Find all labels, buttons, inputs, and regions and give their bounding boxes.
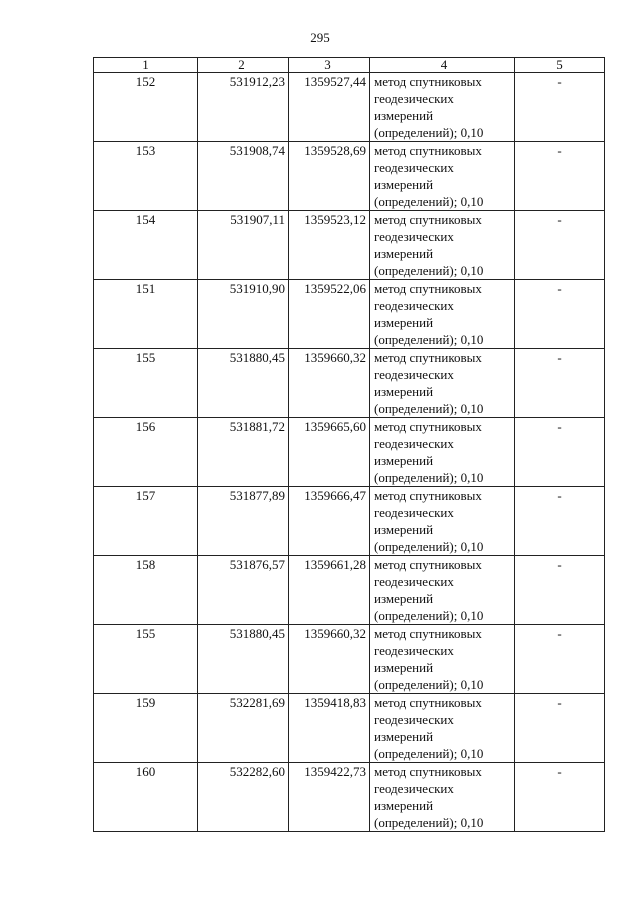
method-line: геодезических [374,298,454,313]
method-line: геодезических [374,367,454,382]
table-row [94,211,605,280]
table-row [94,556,605,625]
description-cell: - [515,694,605,763]
x-coordinate-cell: 531876,57 [198,556,289,625]
method-line: измерений [374,591,434,606]
method-line: геодезических [374,781,454,796]
method-line: (определений); 0,10 [374,539,484,554]
point-number-cell: 151 [94,280,198,349]
description-cell: - [515,418,605,487]
table-header-row [94,58,605,73]
method-line: (определений); 0,10 [374,677,484,692]
x-coordinate-cell: 531880,45 [198,625,289,694]
method-line: метод спутниковых [374,350,482,365]
method-line: метод спутниковых [374,764,482,779]
method-line: (определений); 0,10 [374,401,484,416]
method-line: измерений [374,315,434,330]
point-number-cell: 155 [94,625,198,694]
y-coordinate-cell: 1359660,32 [289,349,370,418]
method-line: (определений); 0,10 [374,608,484,623]
method-line: геодезических [374,505,454,520]
table-row [94,694,605,763]
table-row [94,418,605,487]
method-line: метод спутниковых [374,626,482,641]
table-row [94,349,605,418]
method-line: геодезических [374,229,454,244]
method-line: (определений); 0,10 [374,746,484,761]
method-line: измерений [374,798,434,813]
table-row [94,73,605,142]
column-header-1: 1 [94,58,198,73]
method-line: (определений); 0,10 [374,194,484,209]
method-line: измерений [374,108,434,123]
column-header-2: 2 [198,58,289,73]
y-coordinate-cell: 1359661,28 [289,556,370,625]
table-row [94,142,605,211]
method-line: (определений); 0,10 [374,125,484,140]
method-line: измерений [374,729,434,744]
method-cell [370,763,515,832]
y-coordinate-cell: 1359660,32 [289,625,370,694]
page-number: 295 [310,30,330,45]
y-coordinate-cell: 1359523,12 [289,211,370,280]
method-line: метод спутниковых [374,557,482,572]
method-cell [370,142,515,211]
description-cell: - [515,556,605,625]
method-line: (определений); 0,10 [374,470,484,485]
point-number-cell: 158 [94,556,198,625]
point-number-cell: 155 [94,349,198,418]
method-line: геодезических [374,91,454,106]
method-line: метод спутниковых [374,488,482,503]
x-coordinate-cell: 531907,11 [198,211,289,280]
x-coordinate-cell: 531908,74 [198,142,289,211]
method-line: (определений); 0,10 [374,263,484,278]
description-cell: - [515,625,605,694]
y-coordinate-cell: 1359422,73 [289,763,370,832]
method-line: метод спутниковых [374,695,482,710]
method-cell [370,694,515,763]
table-body [94,73,605,832]
y-coordinate-cell: 1359666,47 [289,487,370,556]
method-cell [370,280,515,349]
y-coordinate-cell: 1359527,44 [289,73,370,142]
point-number-cell: 154 [94,211,198,280]
table-row [94,763,605,832]
column-header-4: 4 [370,58,515,73]
column-header-3: 3 [289,58,370,73]
method-line: геодезических [374,712,454,727]
x-coordinate-cell: 531880,45 [198,349,289,418]
x-coordinate-cell: 531881,72 [198,418,289,487]
point-number-cell: 152 [94,73,198,142]
y-coordinate-cell: 1359528,69 [289,142,370,211]
method-cell [370,556,515,625]
method-line: метод спутниковых [374,143,482,158]
method-line: метод спутниковых [374,419,482,434]
x-coordinate-cell: 531912,23 [198,73,289,142]
method-line: геодезических [374,643,454,658]
method-line: измерений [374,522,434,537]
description-cell: - [515,280,605,349]
method-cell [370,625,515,694]
method-line: метод спутниковых [374,212,482,227]
method-line: метод спутниковых [374,74,482,89]
description-cell: - [515,487,605,556]
coordinates-table [93,57,605,832]
method-cell [370,487,515,556]
x-coordinate-cell: 532282,60 [198,763,289,832]
method-line: геодезических [374,436,454,451]
method-line: измерений [374,660,434,675]
point-number-cell: 153 [94,142,198,211]
y-coordinate-cell: 1359522,06 [289,280,370,349]
description-cell: - [515,73,605,142]
table-row [94,487,605,556]
description-cell: - [515,763,605,832]
y-coordinate-cell: 1359665,60 [289,418,370,487]
point-number-cell: 156 [94,418,198,487]
x-coordinate-cell: 532281,69 [198,694,289,763]
x-coordinate-cell: 531877,89 [198,487,289,556]
method-line: измерений [374,246,434,261]
table-row [94,625,605,694]
point-number-cell: 159 [94,694,198,763]
column-header-5: 5 [515,58,605,73]
y-coordinate-cell: 1359418,83 [289,694,370,763]
point-number-cell: 160 [94,763,198,832]
description-cell: - [515,349,605,418]
method-line: (определений); 0,10 [374,332,484,347]
method-line: геодезических [374,574,454,589]
point-number-cell: 157 [94,487,198,556]
method-line: измерений [374,177,434,192]
method-cell [370,349,515,418]
method-line: геодезических [374,160,454,175]
method-cell [370,211,515,280]
description-cell: - [515,211,605,280]
method-line: метод спутниковых [374,281,482,296]
method-line: (определений); 0,10 [374,815,484,830]
method-cell [370,73,515,142]
method-cell [370,418,515,487]
x-coordinate-cell: 531910,90 [198,280,289,349]
description-cell: - [515,142,605,211]
method-line: измерений [374,384,434,399]
table-row [94,280,605,349]
method-line: измерений [374,453,434,468]
